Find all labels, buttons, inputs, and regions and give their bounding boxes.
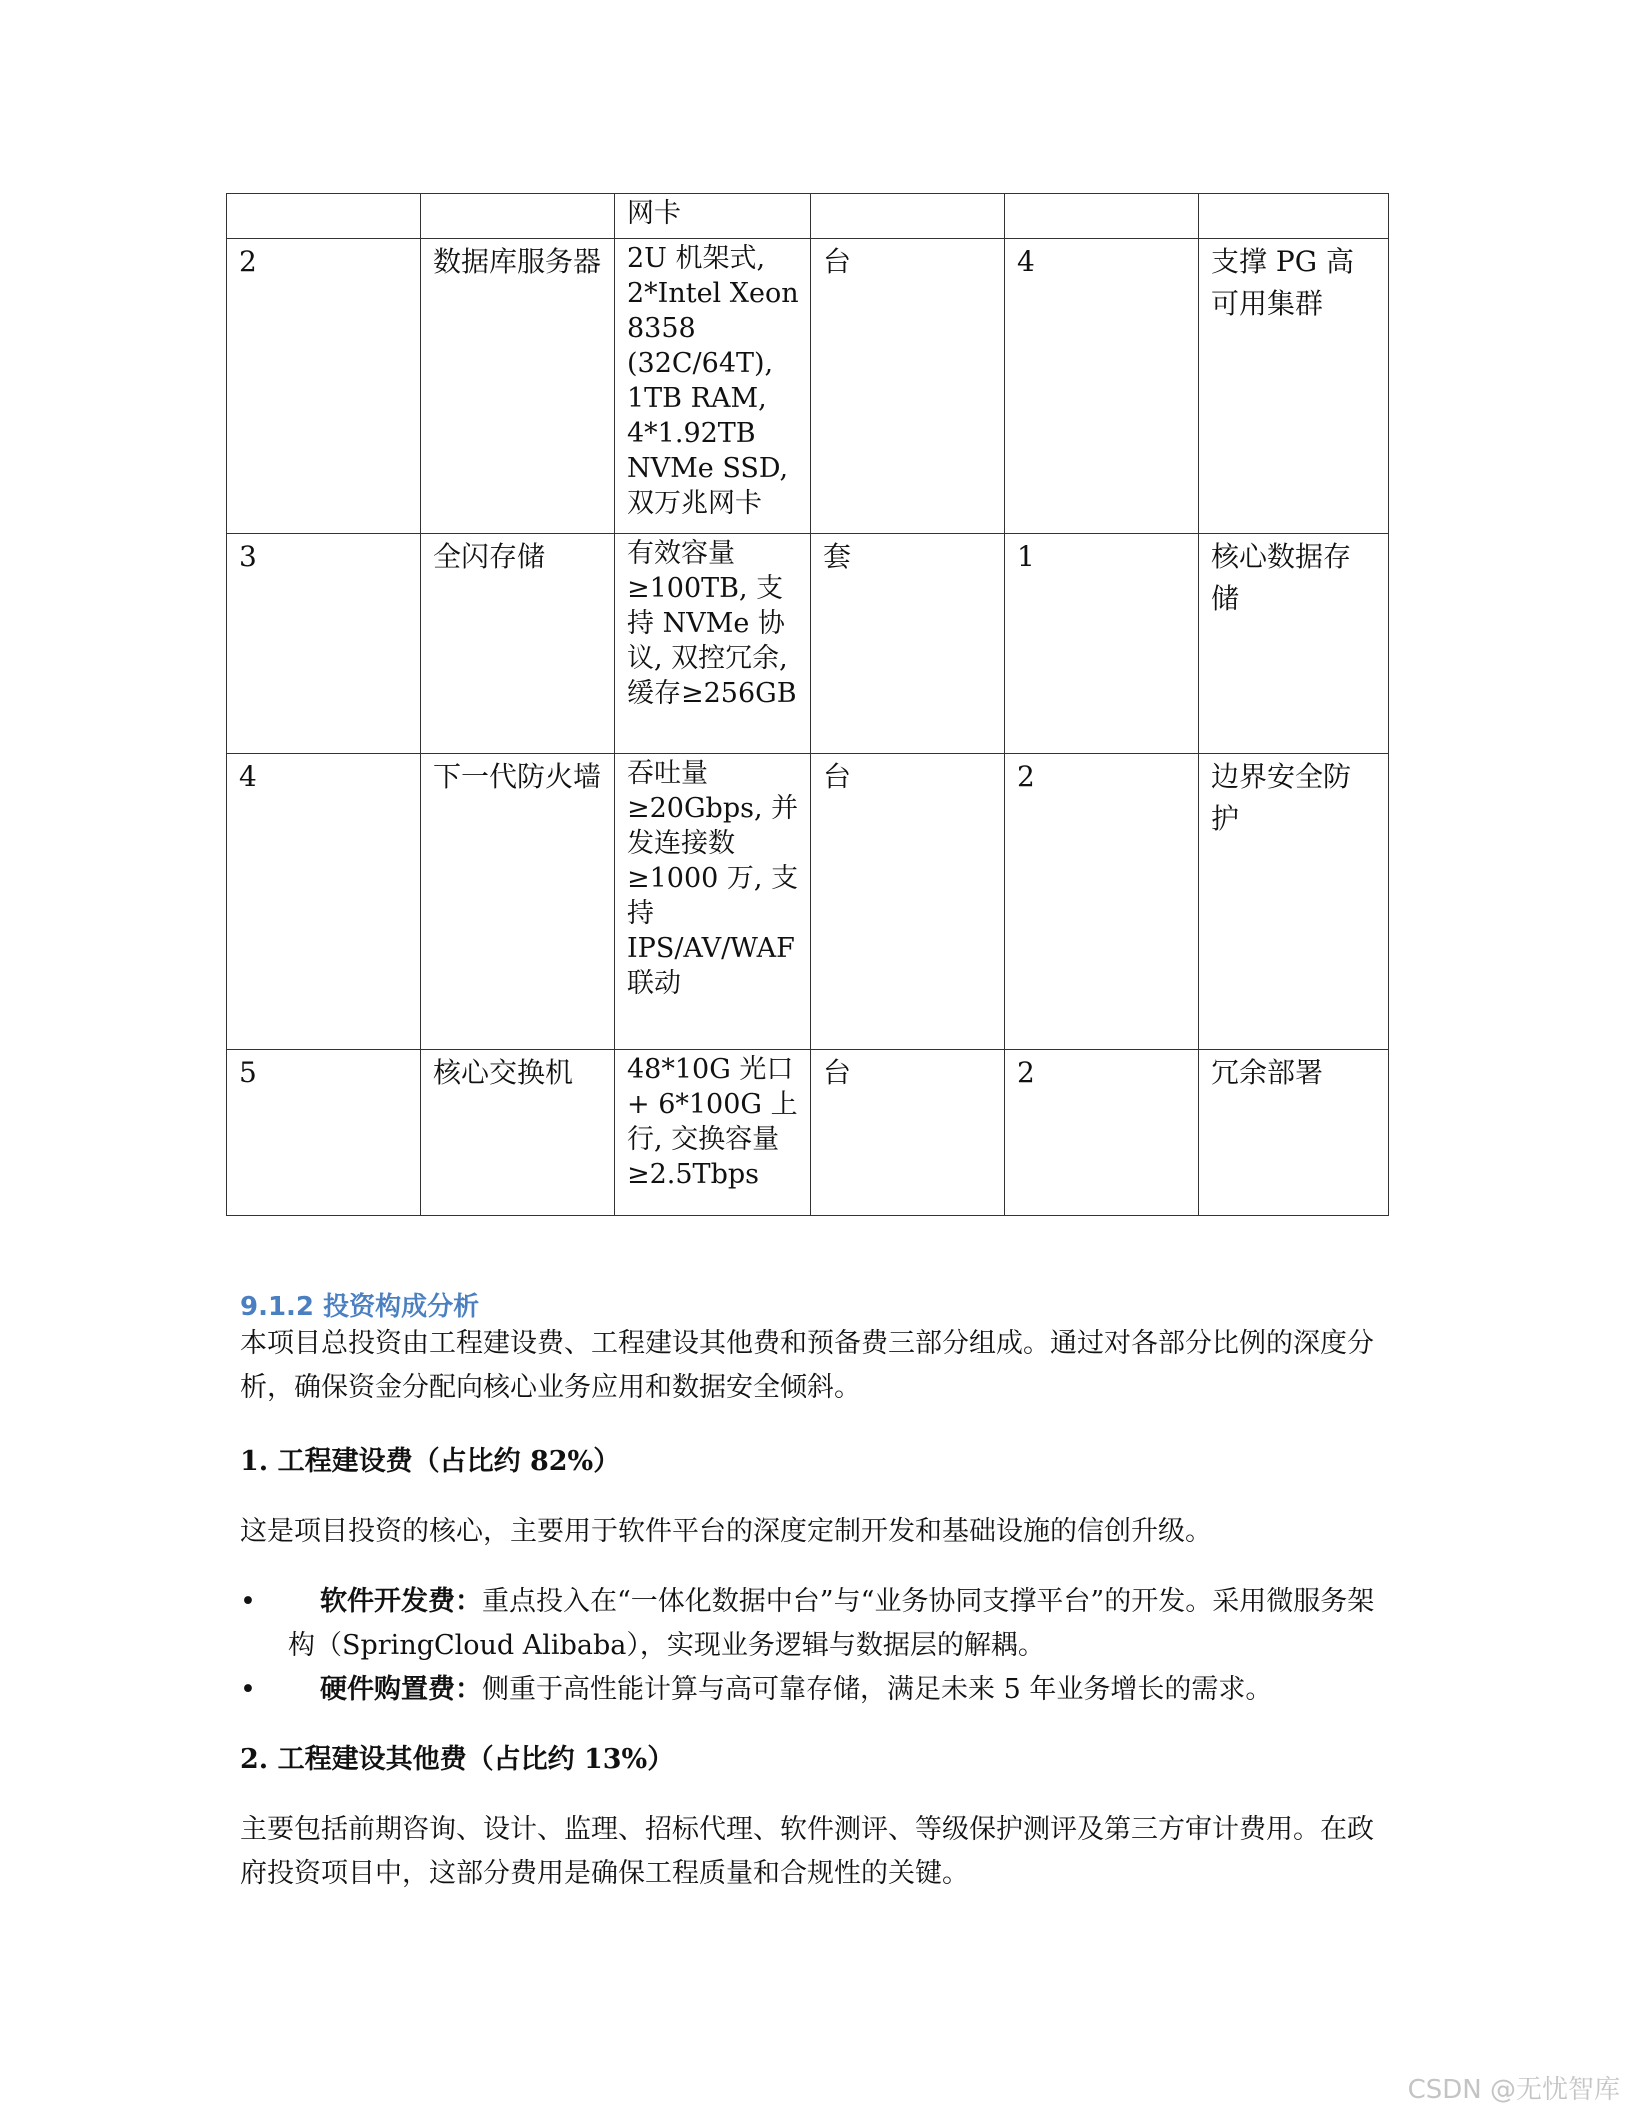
table-row	[227, 534, 1389, 754]
cell-name: 数据库服务器	[421, 239, 615, 534]
table-row	[227, 194, 1389, 239]
cell-unit	[811, 194, 1005, 239]
cell-no: 4	[227, 754, 421, 1050]
bullet-text: 侧重于高性能计算与高可靠存储，满足未来 5 年业务增长的需求。	[482, 1674, 1273, 1705]
cell-remark: 支撑 PG 高可用集群	[1199, 239, 1389, 534]
cell-name: 下一代防火墙	[421, 754, 615, 1050]
bullet-label: 软件开发费：	[320, 1586, 482, 1617]
bullet-label: 硬件购置费：	[320, 1674, 482, 1705]
cell-no: 3	[227, 534, 421, 754]
bullet-software	[240, 1580, 1390, 1668]
cell-name: 全闪存储	[421, 534, 615, 754]
cell-unit: 台	[811, 1050, 1005, 1216]
cell-qty: 4	[1005, 239, 1199, 534]
equipment-table	[226, 193, 1389, 1216]
section-title: 9.1.2 投资构成分析	[240, 1292, 480, 1322]
bullet-dot-icon: •	[240, 1586, 256, 1617]
cell-unit: 台	[811, 239, 1005, 534]
cell-remark	[1199, 194, 1389, 239]
bullet-text: 重点投入在“一体化数据中台”与“业务协同支撑平台”的开发。采用微服务架构（SpringCloud Alibaba），实现业务逻辑与数据层的解耦。	[288, 1586, 1375, 1661]
watermark: CSDN @无忧智库	[1407, 2075, 1620, 2105]
cell-remark: 边界安全防护	[1199, 754, 1389, 1050]
bullet-dot-icon: •	[240, 1674, 256, 1705]
cell-qty: 2	[1005, 1050, 1199, 1216]
item2-heading: 2. 工程建设其他费（占比约 13%）	[240, 1744, 675, 1775]
bullet-hardware	[240, 1668, 1390, 1712]
table-row	[227, 239, 1389, 534]
table-row	[227, 1050, 1389, 1216]
item2-text: 主要包括前期咨询、设计、监理、招标代理、软件测评、等级保护测评及第三方审计费用。在政府投资项目中，这部分费用是确保工程质量和合规性的关键。	[240, 1814, 1374, 1889]
item1-text: 这是项目投资的核心，主要用于软件平台的深度定制开发和基础设施的信创升级。	[240, 1516, 1212, 1547]
cell-remark: 核心数据存储	[1199, 534, 1389, 754]
cell-spec: 网卡	[615, 194, 811, 239]
cell-no: 2	[227, 239, 421, 534]
item1-heading: 1. 工程建设费（占比约 82%）	[240, 1446, 621, 1477]
cell-name: 核心交换机	[421, 1050, 615, 1216]
cell-remark: 冗余部署	[1199, 1050, 1389, 1216]
cell-spec: 2U 机架式, 2*Intel Xeon 8358 (32C/64T), 1TB RAM, 4*1.92TB NVMe SSD, 双万兆网卡	[615, 239, 811, 534]
cell-no: 5	[227, 1050, 421, 1216]
cell-name	[421, 194, 615, 239]
cell-spec: 吞吐量≥20Gbps, 并发连接数≥1000 万, 支持 IPS/AV/WAF 联动	[615, 754, 811, 1050]
cell-unit: 套	[811, 534, 1005, 754]
cell-qty: 2	[1005, 754, 1199, 1050]
cell-spec: 有效容量≥100TB, 支持 NVMe 协议, 双控冗余, 缓存≥256GB	[615, 534, 811, 754]
table-row	[227, 754, 1389, 1050]
section-intro: 本项目总投资由工程建设费、工程建设其他费和预备费三部分组成。通过对各部分比例的深度分析，确保资金分配向核心业务应用和数据安全倾斜。	[240, 1328, 1374, 1403]
cell-unit: 台	[811, 754, 1005, 1050]
cell-qty	[1005, 194, 1199, 239]
cell-no	[227, 194, 421, 239]
cell-qty: 1	[1005, 534, 1199, 754]
cell-spec: 48*10G 光口 + 6*100G 上行, 交换容量≥2.5Tbps	[615, 1050, 811, 1216]
